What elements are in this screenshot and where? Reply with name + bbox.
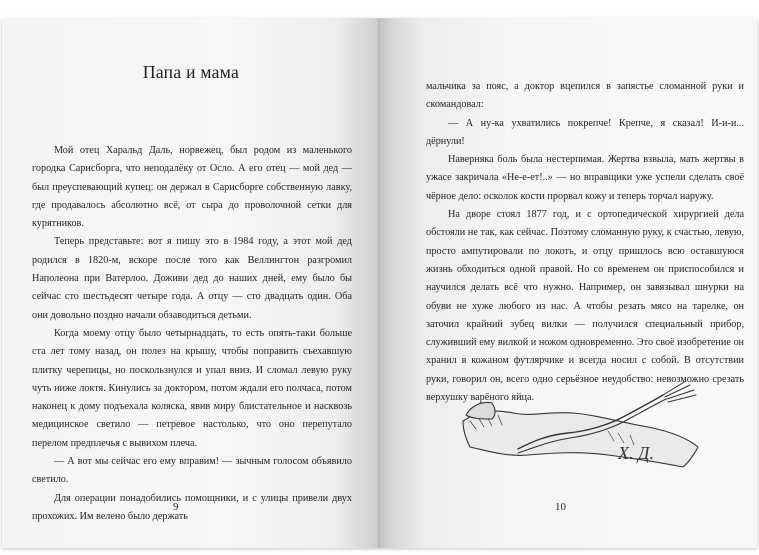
- initials-label: Х. Д.: [618, 443, 654, 463]
- right-page-text: [426, 78, 744, 407]
- paragraph: — А вот мы сейчас его ему вправим! — зычным голосом объявило светило.: [32, 456, 352, 486]
- chapter-title: Папа и мама: [142, 62, 240, 82]
- left-page: [2, 18, 380, 548]
- paragraph: — А ну-ка ухватились покрепче! Крепче, я сказал! И-и-и... дёрнули!: [426, 117, 744, 147]
- page-number: 9: [173, 501, 179, 513]
- paragraph: Для операции понадобились помощники, и с улицы привели двух прохожих. Им велено было держать: [32, 492, 352, 522]
- paragraph: Когда моему отцу было четырнадцать, то есть опять-таки больше ста лет тому назад, он полез на крышу, чтобы поправить съехавшую плитку черепицы, но поскользнулся и упал вниз. И сломал левую руку чуть ниже локтя. Кинулись за доктором, потом ждали его полчаса, потом наконец к дому подъехала коляска, явив миру блистательное и насквозь медицинское светило — петревое настолько, что оно перепутало перелом предплечья с вывихом плеча.: [32, 327, 352, 449]
- paragraph: Наверняка боль была нестерпимая. Жертва взвыла, мать жертвы в ужасе закричала «Не-е-ет!..» — но вправщики уже успели сделать своё чёрное дело: осколок кости прорвал кожу и теперь торчал наружу.: [426, 154, 744, 202]
- leather-case: [463, 411, 698, 467]
- left-page-text: [32, 142, 352, 526]
- right-page: [380, 18, 757, 548]
- fork-tines: [663, 381, 696, 402]
- paragraph: Мой отец Харальд Даль, норвежец, был родом из маленького городка Сарисборга, что неподалёку от Осло. А его отец — мой дед — был преуспевающий купец: он держал в Сарисборге собственную лавку, где продавалось абсолютно всё, от сыра до проволочной сетки для курятников.: [32, 145, 352, 230]
- paragraph: мальчика за пояс, а доктор вцепился в запястье сломанной руки и скомандовал:: [426, 81, 744, 111]
- fork-case-illustration: [458, 371, 708, 486]
- paragraph: Теперь представьте: вот я пишу это в 1984 году, а этот мой дед родился в 1820-м, вскоре после того как Веллингтон разгромил Наполеона при Ватерлоо. Доживи дед до наших дней, ему было бы сейчас сто шестьдесят четыре года. А отцу — сто двадцать один. Оба они довольно поздно начали обзаводиться детьми.: [32, 236, 352, 321]
- page-number: 10: [555, 501, 566, 513]
- paragraph: На дворе стоял 1877 год, и с ортопедической хирургией дела обстояли не так, как сейчас. Поэтому сломанную руку, к счастью, левую, просто ампутировали по локоть, и отцу пришлось всю оставшуюся жизнь обходиться одной правой. Но со временем он приспособился и научился делать всё что нужно. Например, он завязывал шнурки на обуви не хуже любого из нас. А чтобы резать мясо на тарелке, он заточил крайний зубец вилки — получился специальный прибор, служивший ему вилкой и ножом одновременно. Это своё изобретение он хранил в кожаном футлярчике и всегда носил с собой. В отсутствии руки, говорил он, всего одно серьёзное неудобство: невозможно срезать верхушку варёного яйца.: [426, 209, 744, 404]
